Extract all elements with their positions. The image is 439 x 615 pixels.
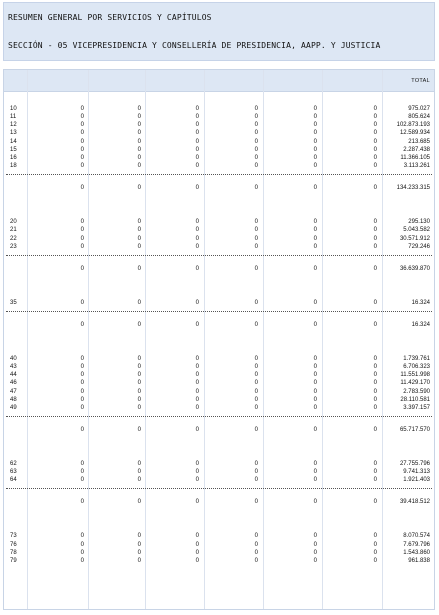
- row-value: 0: [195, 154, 199, 161]
- row-value: 0: [254, 364, 258, 371]
- table-header: [4, 70, 434, 92]
- row-value: 0: [137, 243, 141, 250]
- row-value: 0: [313, 114, 317, 121]
- row-value: 0: [137, 138, 141, 145]
- row-value: 0: [313, 219, 317, 226]
- row-value: 0: [137, 106, 141, 112]
- row-total: 213.685: [408, 138, 430, 145]
- row-total: 16.324: [411, 299, 430, 306]
- row-value: 0: [195, 364, 199, 371]
- row-code: 63: [10, 469, 17, 476]
- row-value: 0: [195, 355, 199, 362]
- row-value: 0: [137, 404, 141, 411]
- row-value: 0: [195, 396, 199, 403]
- row-value: 0: [80, 299, 84, 306]
- row-value: 0: [195, 469, 199, 476]
- row-value: 0: [254, 372, 258, 379]
- row-code: 15: [10, 146, 17, 153]
- subtotal-value: 0: [195, 185, 199, 192]
- row-value: 0: [137, 219, 141, 226]
- row-value: 0: [80, 122, 84, 129]
- table-row: [4, 122, 5, 123]
- row-code: 48: [10, 396, 17, 403]
- column-divider: [263, 70, 264, 609]
- row-value: 0: [373, 541, 377, 548]
- row-value: 0: [254, 146, 258, 153]
- subtotal-value: 0: [313, 185, 317, 192]
- row-value: 0: [80, 364, 84, 371]
- row-value: 0: [313, 533, 317, 540]
- row-total: 11.429.170: [400, 380, 430, 387]
- column-divider: [382, 70, 383, 609]
- row-value: 0: [313, 243, 317, 250]
- row-value: 0: [137, 299, 141, 306]
- row-total: 975.027: [408, 106, 430, 112]
- row-value: 0: [80, 372, 84, 379]
- row-code: 23: [10, 243, 17, 250]
- row-value: 0: [195, 138, 199, 145]
- subtotal-value: 0: [313, 265, 317, 272]
- row-value: 0: [80, 380, 84, 387]
- row-value: 0: [80, 557, 84, 564]
- row-code: 43: [10, 364, 17, 371]
- row-value: 0: [373, 146, 377, 153]
- subtotal-value: 0: [80, 185, 84, 192]
- table-row: [4, 147, 5, 148]
- row-value: 0: [373, 163, 377, 170]
- row-value: 0: [195, 541, 199, 548]
- row-value: 0: [195, 106, 199, 112]
- row-code: 35: [10, 299, 17, 306]
- row-value: 0: [137, 533, 141, 540]
- row-value: 0: [80, 404, 84, 411]
- row-value: 0: [373, 549, 377, 556]
- row-value: 0: [373, 243, 377, 250]
- subtotal-value: 0: [254, 185, 258, 192]
- row-value: 0: [373, 404, 377, 411]
- row-value: 0: [195, 122, 199, 129]
- subtotal-value: 0: [373, 427, 377, 433]
- row-total: 28.110.581: [400, 396, 430, 403]
- row-value: 0: [137, 235, 141, 242]
- row-value: 0: [254, 235, 258, 242]
- row-value: 0: [80, 235, 84, 242]
- row-value: 0: [80, 396, 84, 403]
- row-code: 62: [10, 461, 17, 467]
- table-row: [4, 244, 5, 245]
- table-row: [4, 364, 5, 365]
- column-divider: [88, 70, 89, 609]
- row-value: 0: [195, 235, 199, 242]
- row-value: 0: [195, 114, 199, 121]
- row-code: 76: [10, 541, 17, 548]
- subtotal-divider: [6, 255, 432, 256]
- row-value: 0: [313, 372, 317, 379]
- report-title: RESUMEN GENERAL POR SERVICIOS Y CAPÍTULOS: [8, 13, 212, 22]
- row-value: 0: [80, 219, 84, 226]
- row-value: 0: [195, 227, 199, 234]
- row-value: 0: [80, 549, 84, 556]
- row-value: 0: [195, 477, 199, 484]
- row-code: 40: [10, 355, 17, 362]
- table-row: [4, 389, 5, 390]
- row-value: 0: [80, 477, 84, 484]
- table-row: [4, 227, 5, 228]
- row-total: 102.873.193: [396, 122, 430, 129]
- row-code: 14: [10, 138, 17, 145]
- subtotal-value: 0: [195, 427, 199, 433]
- row-value: 0: [137, 396, 141, 403]
- table-row: [4, 372, 5, 373]
- row-value: 0: [373, 138, 377, 145]
- subtotal-value: 0: [80, 265, 84, 272]
- subtotal-total: 65.717.570: [399, 427, 430, 433]
- subtotal-value: 0: [373, 265, 377, 272]
- row-value: 0: [313, 227, 317, 234]
- subtotal-value: 0: [137, 185, 141, 192]
- row-value: 0: [254, 557, 258, 564]
- row-value: 0: [80, 461, 84, 467]
- row-value: 0: [137, 549, 141, 556]
- row-value: 0: [254, 122, 258, 129]
- row-total: 1.921.403: [403, 477, 430, 484]
- row-value: 0: [313, 364, 317, 371]
- row-value: 0: [313, 355, 317, 362]
- row-value: 0: [373, 219, 377, 226]
- section-title: SECCIÓN - 05 VICEPRESIDENCIA Y CONSELLERÍA DE PRESIDENCIA, AAPP. Y JUSTICIA: [8, 41, 381, 50]
- summary-table: [3, 69, 435, 610]
- row-total: 5.043.582: [403, 227, 430, 234]
- row-value: 0: [80, 138, 84, 145]
- row-value: 0: [80, 227, 84, 234]
- row-value: 0: [254, 227, 258, 234]
- row-total: 8.070.574: [403, 533, 430, 540]
- row-value: 0: [137, 541, 141, 548]
- row-value: 0: [195, 557, 199, 564]
- row-total: 9.741.313: [403, 469, 430, 476]
- row-code: 79: [10, 557, 17, 564]
- row-value: 0: [313, 154, 317, 161]
- row-value: 0: [254, 106, 258, 112]
- row-code: 78: [10, 549, 17, 556]
- row-value: 0: [254, 380, 258, 387]
- row-value: 0: [137, 364, 141, 371]
- subtotal-value: 0: [373, 321, 377, 328]
- row-value: 0: [373, 372, 377, 379]
- subtotal-value: 0: [137, 499, 141, 506]
- row-value: 0: [80, 146, 84, 153]
- row-value: 0: [373, 122, 377, 129]
- table-row: [4, 106, 5, 107]
- subtotal-value: 0: [195, 265, 199, 272]
- row-value: 0: [80, 469, 84, 476]
- row-value: 0: [313, 130, 317, 137]
- row-code: 22: [10, 235, 17, 242]
- table-row: [4, 469, 5, 470]
- subtotal-divider: [6, 488, 432, 489]
- row-value: 0: [137, 154, 141, 161]
- table-row: [4, 558, 5, 559]
- row-value: 0: [313, 146, 317, 153]
- row-value: 0: [373, 227, 377, 234]
- row-value: 0: [254, 114, 258, 121]
- row-code: 64: [10, 477, 17, 484]
- row-value: 0: [254, 163, 258, 170]
- row-value: 0: [137, 477, 141, 484]
- row-value: 0: [195, 549, 199, 556]
- row-value: 0: [195, 372, 199, 379]
- row-value: 0: [373, 388, 377, 395]
- row-value: 0: [373, 114, 377, 121]
- row-value: 0: [195, 243, 199, 250]
- row-value: 0: [137, 130, 141, 137]
- column-divider: [145, 70, 146, 609]
- row-value: 0: [137, 146, 141, 153]
- row-value: 0: [80, 243, 84, 250]
- row-value: 0: [195, 404, 199, 411]
- subtotal-value: 0: [195, 499, 199, 506]
- subtotal-value: 0: [137, 321, 141, 328]
- total-column-header: TOTAL: [411, 78, 430, 84]
- row-total: 961.838: [408, 557, 430, 564]
- table-row: [4, 380, 5, 381]
- row-total: 7.679.796: [403, 541, 430, 548]
- row-value: 0: [254, 243, 258, 250]
- row-value: 0: [137, 114, 141, 121]
- row-total: 1.543.860: [403, 549, 430, 556]
- subtotal-value: 0: [195, 321, 199, 328]
- row-value: 0: [137, 227, 141, 234]
- subtotal-value: 0: [254, 265, 258, 272]
- row-value: 0: [195, 130, 199, 137]
- row-value: 0: [254, 388, 258, 395]
- row-value: 0: [80, 355, 84, 362]
- row-value: 0: [254, 154, 258, 161]
- row-code: 46: [10, 380, 17, 387]
- row-code: 13: [10, 130, 17, 137]
- row-value: 0: [373, 364, 377, 371]
- row-value: 0: [195, 380, 199, 387]
- row-value: 0: [313, 469, 317, 476]
- row-value: 0: [80, 106, 84, 112]
- row-value: 0: [137, 380, 141, 387]
- subtotal-divider: [6, 174, 432, 175]
- subtotal-value: 0: [137, 265, 141, 272]
- row-value: 0: [195, 146, 199, 153]
- row-code: 73: [10, 533, 17, 540]
- row-value: 0: [254, 469, 258, 476]
- row-value: 0: [254, 299, 258, 306]
- row-code: 11: [10, 114, 17, 121]
- row-total: 27.755.796: [399, 461, 430, 467]
- subtotal-value: 0: [80, 321, 84, 328]
- row-value: 0: [254, 549, 258, 556]
- row-value: 0: [137, 469, 141, 476]
- row-value: 0: [313, 138, 317, 145]
- row-value: 0: [254, 477, 258, 484]
- table-row: [4, 130, 5, 131]
- row-value: 0: [373, 106, 377, 112]
- row-value: 0: [137, 163, 141, 170]
- row-value: 0: [313, 477, 317, 484]
- row-total: 11.366.105: [400, 154, 430, 161]
- row-value: 0: [80, 541, 84, 548]
- row-value: 0: [254, 541, 258, 548]
- row-total: 295.130: [408, 219, 430, 226]
- row-value: 0: [373, 380, 377, 387]
- table-row: [4, 461, 5, 462]
- subtotal-value: 0: [313, 321, 317, 328]
- row-value: 0: [313, 396, 317, 403]
- row-value: 0: [195, 461, 199, 467]
- subtotal-value: 0: [137, 427, 141, 433]
- row-value: 0: [254, 138, 258, 145]
- row-code: 18: [10, 163, 17, 170]
- row-value: 0: [313, 106, 317, 112]
- subtotal-value: 0: [254, 321, 258, 328]
- row-total: 2.783.590: [403, 388, 430, 395]
- row-value: 0: [313, 541, 317, 548]
- row-value: 0: [313, 388, 317, 395]
- row-value: 0: [195, 299, 199, 306]
- row-value: 0: [313, 163, 317, 170]
- row-code: 44: [10, 372, 17, 379]
- row-value: 0: [373, 557, 377, 564]
- row-value: 0: [373, 235, 377, 242]
- row-value: 0: [254, 130, 258, 137]
- row-value: 0: [137, 355, 141, 362]
- row-value: 0: [80, 533, 84, 540]
- row-total: 11.551.998: [400, 372, 430, 379]
- subtotal-total: 39.418.512: [399, 499, 430, 506]
- row-value: 0: [373, 355, 377, 362]
- row-value: 0: [80, 114, 84, 121]
- row-value: 0: [195, 533, 199, 540]
- subtotal-value: 0: [80, 427, 84, 433]
- subtotal-value: 0: [373, 185, 377, 192]
- row-value: 0: [373, 130, 377, 137]
- row-value: 0: [313, 380, 317, 387]
- row-total: 6.706.323: [403, 364, 430, 371]
- row-code: 47: [10, 388, 17, 395]
- row-value: 0: [254, 396, 258, 403]
- row-value: 0: [373, 154, 377, 161]
- table-row: [4, 219, 5, 220]
- row-total: 1.739.761: [403, 355, 430, 362]
- table-row: [4, 542, 5, 543]
- row-value: 0: [373, 461, 377, 467]
- row-value: 0: [313, 235, 317, 242]
- table-row: [4, 533, 5, 534]
- row-value: 0: [373, 469, 377, 476]
- row-value: 0: [137, 122, 141, 129]
- row-value: 0: [313, 557, 317, 564]
- row-value: 0: [313, 461, 317, 467]
- column-divider: [204, 70, 205, 609]
- row-value: 0: [254, 461, 258, 467]
- subtotal-total: 134.233.315: [396, 185, 430, 192]
- subtotal-value: 0: [313, 427, 317, 433]
- row-total: 805.624: [408, 114, 430, 121]
- row-value: 0: [254, 355, 258, 362]
- subtotal-total: 36.639.870: [399, 265, 430, 272]
- report-header: [3, 2, 435, 61]
- row-total: 2.287.438: [403, 146, 430, 153]
- row-code: 10: [10, 106, 17, 112]
- table-row: [4, 163, 5, 164]
- table-row: [4, 236, 5, 237]
- row-code: 20: [10, 219, 17, 226]
- subtotal-value: 0: [373, 499, 377, 506]
- subtotal-divider: [6, 311, 432, 312]
- row-total: 12.589.934: [399, 130, 430, 137]
- row-value: 0: [373, 477, 377, 484]
- row-value: 0: [80, 154, 84, 161]
- table-row: [4, 155, 5, 156]
- row-value: 0: [313, 122, 317, 129]
- row-value: 0: [137, 372, 141, 379]
- row-value: 0: [313, 299, 317, 306]
- row-value: 0: [254, 404, 258, 411]
- column-divider: [27, 70, 28, 609]
- subtotal-value: 0: [313, 499, 317, 506]
- subtotal-value: 0: [80, 499, 84, 506]
- row-value: 0: [373, 533, 377, 540]
- row-value: 0: [373, 396, 377, 403]
- row-code: 12: [10, 122, 17, 129]
- row-value: 0: [195, 219, 199, 226]
- row-value: 0: [373, 299, 377, 306]
- row-value: 0: [137, 461, 141, 467]
- table-row: [4, 356, 5, 357]
- row-total: 729.246: [408, 243, 430, 250]
- row-value: 0: [137, 388, 141, 395]
- row-value: 0: [80, 163, 84, 170]
- row-value: 0: [195, 163, 199, 170]
- row-value: 0: [313, 549, 317, 556]
- row-value: 0: [137, 557, 141, 564]
- subtotal-value: 0: [254, 427, 258, 433]
- row-code: 49: [10, 404, 17, 411]
- row-value: 0: [195, 388, 199, 395]
- row-total: 3.113.261: [403, 163, 430, 170]
- column-divider: [322, 70, 323, 609]
- table-row: [4, 300, 5, 301]
- row-value: 0: [254, 533, 258, 540]
- row-value: 0: [80, 388, 84, 395]
- row-value: 0: [313, 404, 317, 411]
- table-row: [4, 114, 5, 115]
- table-row: [4, 477, 5, 478]
- table-row: [4, 139, 5, 140]
- subtotal-divider: [6, 416, 432, 417]
- table-row: [4, 397, 5, 398]
- row-total: 30.571.912: [399, 235, 430, 242]
- row-code: 16: [10, 154, 17, 161]
- row-total: 3.397.157: [403, 404, 430, 411]
- table-row: [4, 550, 5, 551]
- subtotal-value: 0: [254, 499, 258, 506]
- table-row: [4, 405, 5, 406]
- row-value: 0: [254, 219, 258, 226]
- subtotal-total: 16.324: [411, 321, 430, 328]
- row-code: 21: [10, 227, 17, 234]
- row-value: 0: [80, 130, 84, 137]
